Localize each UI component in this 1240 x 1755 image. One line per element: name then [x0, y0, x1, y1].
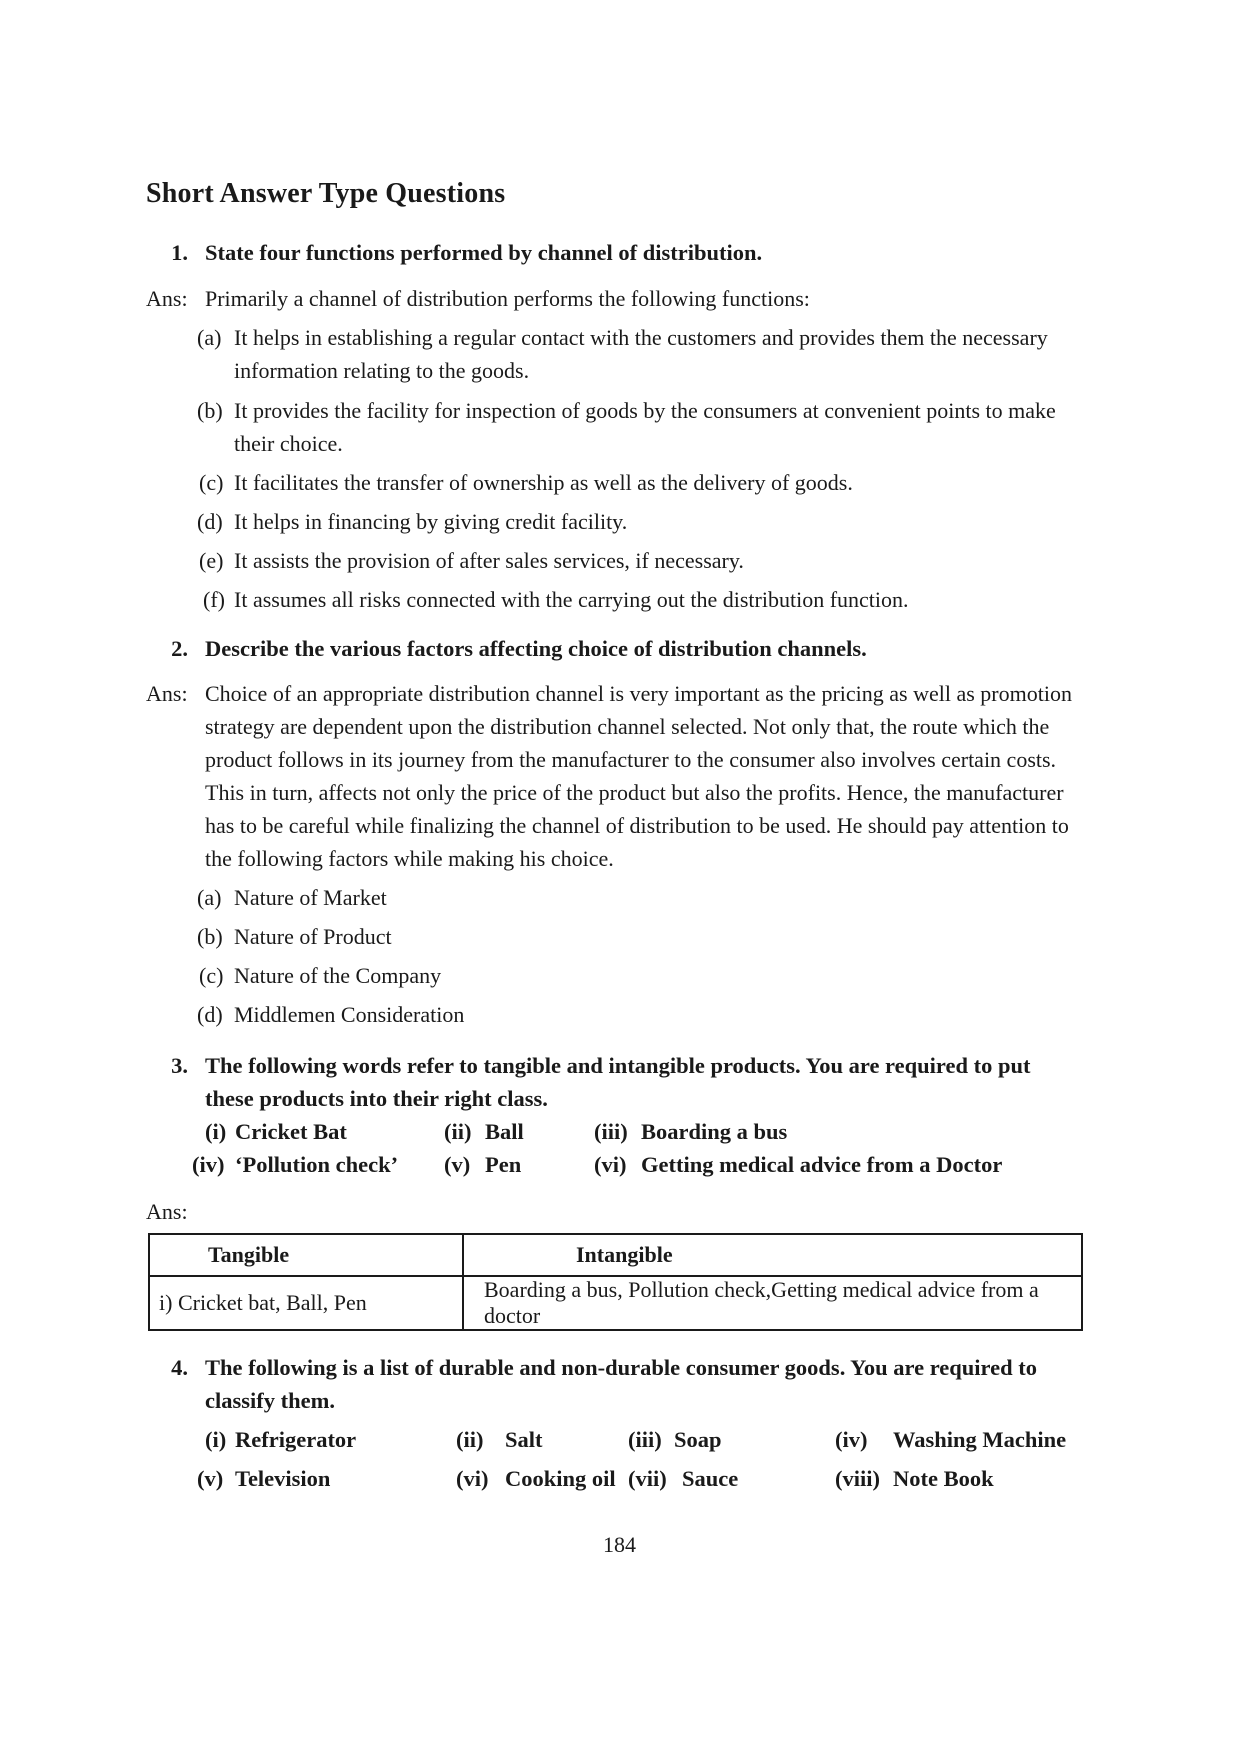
q2-item-label: (d) — [197, 1002, 223, 1027]
q3-number: 3. — [171, 1053, 188, 1078]
q3-option-text: Boarding a bus — [641, 1119, 788, 1144]
q3-question-line: these products into their right class. — [205, 1086, 548, 1111]
table-header-intangible: Intangible — [463, 1234, 1082, 1276]
q2-item-text: Nature of Market — [234, 885, 387, 910]
q4-option-label: (v) — [197, 1466, 224, 1491]
q2-item-label: (b) — [197, 924, 223, 949]
q1-ans-label: Ans: — [146, 286, 188, 311]
q2-item-text: Middlemen Consideration — [234, 1002, 465, 1027]
q3-option-label: (ii) — [444, 1119, 472, 1144]
q1-item-text: It assists the provision of after sales services, if necessary. — [234, 548, 744, 573]
q4-option-text: Washing Machine — [893, 1427, 1067, 1452]
q3-option-label: (vi) — [594, 1152, 627, 1177]
q4-option-label: (vi) — [456, 1466, 489, 1491]
q4-option-label: (i) — [205, 1427, 227, 1452]
q3-option-label: (iii) — [594, 1119, 628, 1144]
q3-question-line: The following words refer to tangible and intangible products. You are required to put — [205, 1053, 1031, 1078]
table-header-tangible: Tangible — [149, 1234, 463, 1276]
q4-option-text: Sauce — [682, 1466, 739, 1491]
q1-item-label: (a) — [197, 325, 222, 350]
q2-answer-line: has to be careful while finalizing the channel of distribution to be used. He should pay attention to — [205, 813, 1069, 838]
q2-item-text: Nature of the Company — [234, 963, 442, 988]
q3-option-text: Pen — [485, 1152, 522, 1177]
q2-answer-line: This in turn, affects not only the price of the product but also the profits. Hence, the manufacturer — [205, 780, 1064, 805]
q1-item-label: (e) — [199, 548, 224, 573]
q3-option-label: (iv) — [192, 1152, 225, 1177]
table-cell-tangible: i) Cricket bat, Ball, Pen — [149, 1276, 463, 1330]
q3-option-text: Cricket Bat — [235, 1119, 347, 1144]
q1-item-text: It facilitates the transfer of ownership as well as the delivery of goods. — [234, 470, 853, 495]
q3-option-text: Getting medical advice from a Doctor — [641, 1152, 1003, 1177]
q1-item-label: (c) — [199, 470, 224, 495]
q4-option-text: Soap — [674, 1427, 722, 1452]
q2-item-label: (a) — [197, 885, 222, 910]
q1-item-text: It helps in establishing a regular contact with the customers and provides them the necessary — [234, 325, 1048, 350]
q1-item-label: (d) — [197, 509, 223, 534]
q4-option-label: (vii) — [628, 1466, 667, 1491]
q2-item-label: (c) — [199, 963, 224, 988]
q1-question: State four functions performed by channel of distribution. — [205, 240, 763, 265]
table-row — [149, 1276, 1082, 1330]
q2-answer-line: Choice of an appropriate distribution channel is very important as the pricing as well as promotion — [205, 681, 1072, 706]
q2-answer-line: the following factors while making his choice. — [205, 846, 614, 871]
q1-item-text: information relating to the goods. — [234, 358, 530, 383]
q3-option-label: (i) — [205, 1119, 227, 1144]
q4-option-label: (iv) — [835, 1427, 868, 1452]
q3-option-text: ‘Pollution check’ — [235, 1152, 399, 1177]
q2-number: 2. — [171, 636, 188, 661]
q4-option-text: Note Book — [893, 1466, 994, 1491]
q4-question-line: The following is a list of durable and non-durable consumer goods. You are required to — [205, 1355, 1037, 1380]
table-header-row — [149, 1234, 1082, 1276]
q4-number: 4. — [171, 1355, 188, 1380]
q4-question-line: classify them. — [205, 1388, 335, 1413]
q2-answer-line: strategy are dependent upon the distribution channel selected. Not only that, the route which the — [205, 714, 1050, 739]
q1-item-text: It provides the facility for inspection of goods by the consumers at convenient points to make — [234, 398, 1056, 423]
q4-option-text: Cooking oil — [505, 1466, 616, 1491]
q4-option-text: Refrigerator — [235, 1427, 357, 1452]
table-cell-intangible: Boarding a bus, Pollution check,Getting medical advice from a doctor — [463, 1276, 1082, 1330]
page-number: 184 — [603, 1532, 636, 1557]
q2-item-text: Nature of Product — [234, 924, 392, 949]
section-heading: Short Answer Type Questions — [146, 178, 506, 209]
q2-answer-line: product follows in its journey from the manufacturer to the consumer also involves certain costs. — [205, 747, 1057, 772]
q1-item-text: It helps in financing by giving credit facility. — [234, 509, 628, 534]
q1-number: 1. — [171, 240, 188, 265]
q4-option-label: (ii) — [456, 1427, 484, 1452]
q1-item-label: (f) — [203, 587, 225, 612]
q3-option-text: Ball — [485, 1119, 524, 1144]
q3-ans-label: Ans: — [146, 1199, 188, 1224]
q1-item-text: their choice. — [234, 431, 343, 456]
q3-option-label: (v) — [444, 1152, 471, 1177]
tangible-intangible-table — [148, 1233, 1083, 1331]
q1-item-text: It assumes all risks connected with the carrying out the distribution function. — [234, 587, 909, 612]
q4-option-label: (iii) — [628, 1427, 662, 1452]
q4-option-text: Salt — [505, 1427, 543, 1452]
q1-item-label: (b) — [197, 398, 223, 423]
q2-ans-label: Ans: — [146, 681, 188, 706]
q4-option-text: Television — [235, 1466, 331, 1491]
q4-option-label: (viii) — [835, 1466, 880, 1491]
q2-question: Describe the various factors affecting choice of distribution channels. — [205, 636, 867, 661]
q1-intro: Primarily a channel of distribution performs the following functions: — [205, 286, 810, 311]
